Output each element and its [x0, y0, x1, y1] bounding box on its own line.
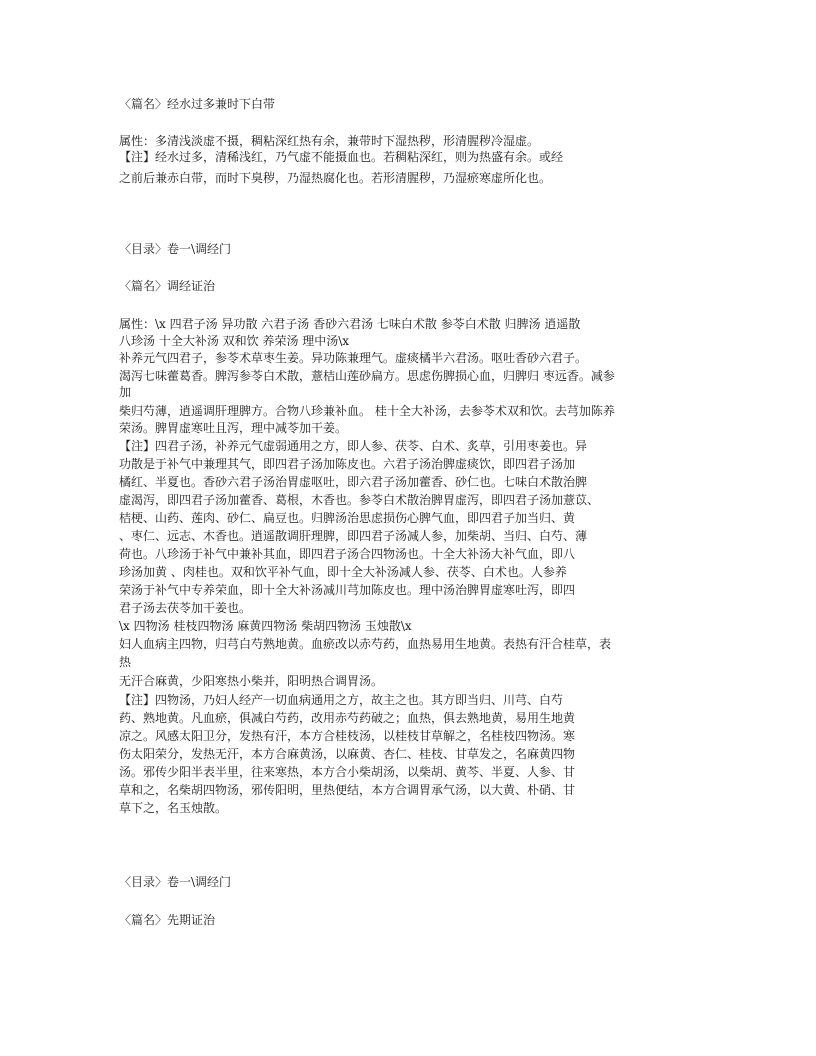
note-line: 功散是于补气中兼理其气，即四君子汤加陈皮也。六君子汤治脾虚痰饮，即四君子汤加: [119, 457, 576, 471]
note-line: 荷也。八珍汤于补气中兼补其血，即四君子汤合四物汤也。十全大补汤大补气血，即八: [119, 547, 576, 561]
catalog-heading: 〈目录〉卷一\调经门: [119, 875, 232, 889]
note-line: 【注】四君子汤，补养元气虚弱通用之方，即人参、茯苓、白术、炙草，引用枣姜也。异: [119, 439, 588, 453]
note-line: 、枣仁、远志、木香也。逍遥散调肝理脾，即四君子汤减人参，加柴胡、当归、白芍、薄: [119, 529, 588, 543]
formula-list-line: \x 四物汤 桂枝四物汤 麻黄四物汤 柴胡四物汤 玉烛散\x: [119, 619, 412, 633]
note-line: 药、熟地黄。凡血瘀，俱减白芍药，改用赤芍药破之；血热，俱去熟地黄，易用生地黄: [119, 711, 576, 725]
note-line: 汤。邪传少阳半表半里，往来寒热，本方合小柴胡汤，以柴胡、黄芩、半夏、人参、甘: [119, 765, 576, 779]
attribute-line: 属性：\x 四君子汤 异功散 六君子汤 香砂六君汤 七味白术散 参苓白术散 归脾汤 逍遥散: [119, 317, 581, 331]
note-line: 橘红、半夏也。香砂六君子汤治胃虚呕吐，即六君子汤加藿香、砂仁也。七味白术散治脾: [119, 475, 588, 489]
note-line: 凉之。风感太阳卫分，发热有汗，本方合桂枝汤，以桂枝甘草解之，名桂枝四物汤。寒: [119, 729, 576, 743]
section-heading-title: 〈篇名〉调经证治: [119, 279, 216, 293]
text-line: 柴归芍薄，逍遥调肝理脾方。合物八珍兼补血。 桂十全大补汤，去参苓术双和饮。去芎加陈养: [119, 404, 615, 418]
note-line: 珍汤加黄 、肉桂也。双和饮平补气血，即十全大补汤减人参、茯苓、白术也。人参养: [119, 565, 567, 579]
note-line: 桔梗、山药、莲肉、砂仁、扁豆也。归脾汤治思虑损伤心脾气血，即四君子加当归、黄: [119, 511, 576, 525]
text-line: 补养元气四君子，参苓术草枣生姜。异功陈兼理气。虚痰橘半六君汤。呕吐香砂六君子。: [119, 351, 588, 365]
text-line: 渴泻七味藿葛香。脾泻参苓白术散，薏桔山莲砂扁方。思虑伤脾损心血，归脾归 枣远香。减参: [119, 369, 615, 383]
text-line: 八珍汤 十全大补汤 双和饮 养荣汤 理中汤\x: [119, 334, 350, 348]
text-line: 热: [119, 655, 132, 669]
note-line: 【注】四物汤，乃妇人经产一切血病通用之方，故主之也。其方即当归、川芎、白芍: [119, 693, 564, 707]
section-heading-title: 〈篇名〉经水过多兼时下白带: [119, 97, 276, 111]
note-line: 草下之，名玉烛散。: [119, 801, 228, 815]
note-line: 之前后兼赤白带，而时下臭秽，乃湿热腐化也。若形清腥秽，乃湿瘀寒虚所化也。: [119, 171, 552, 185]
note-line: 君子汤去茯苓加干姜也。: [119, 601, 252, 615]
text-line: 加: [119, 385, 132, 399]
note-line: 【注】经水过多，清稀浅红，乃气虚不能摄血也。若稠粘深红，则为热盛有余。或经: [119, 150, 564, 164]
note-line: 草和之，名柴胡四物汤，邪传阳明，里热便结，本方合调胃承气汤，以大黄、朴硝、甘: [119, 783, 576, 797]
note-line: 伤太阳荣分，发热无汗，本方合麻黄汤，以麻黄、杏仁、桂枝、甘草发之，名麻黄四物: [119, 747, 576, 761]
catalog-heading: 〈目录〉卷一\调经门: [119, 242, 232, 256]
text-line: 妇人血病主四物，归芎白芍熟地黄。血瘀改以赤芍药，血热易用生地黄。表热有汗合桂草，表: [119, 637, 612, 651]
attribute-line: 属性：多清浅淡虚不摄，稠粘深红热有余，兼带时下湿热秽，形清腥秽冷湿虚。: [119, 134, 540, 148]
text-line: 无汗合麻黄，少阳寒热小柴并，阳明热合调胃汤。: [119, 674, 384, 688]
note-line: 虚渴泻，即四君子汤加藿香、葛根，木香也。参苓白术散治脾胃虚泻，即四君子汤加薏苡、: [119, 493, 600, 507]
text-line: 荣汤。脾胃虚寒吐且泻，理中减苓加干姜。: [119, 421, 348, 435]
section-heading-title: 〈篇名〉先期证治: [119, 913, 216, 927]
note-line: 荣汤于补气中专养荣血，即十全大补汤减川芎加陈皮也。理中汤治脾胃虚寒吐泻，即四: [119, 583, 576, 597]
